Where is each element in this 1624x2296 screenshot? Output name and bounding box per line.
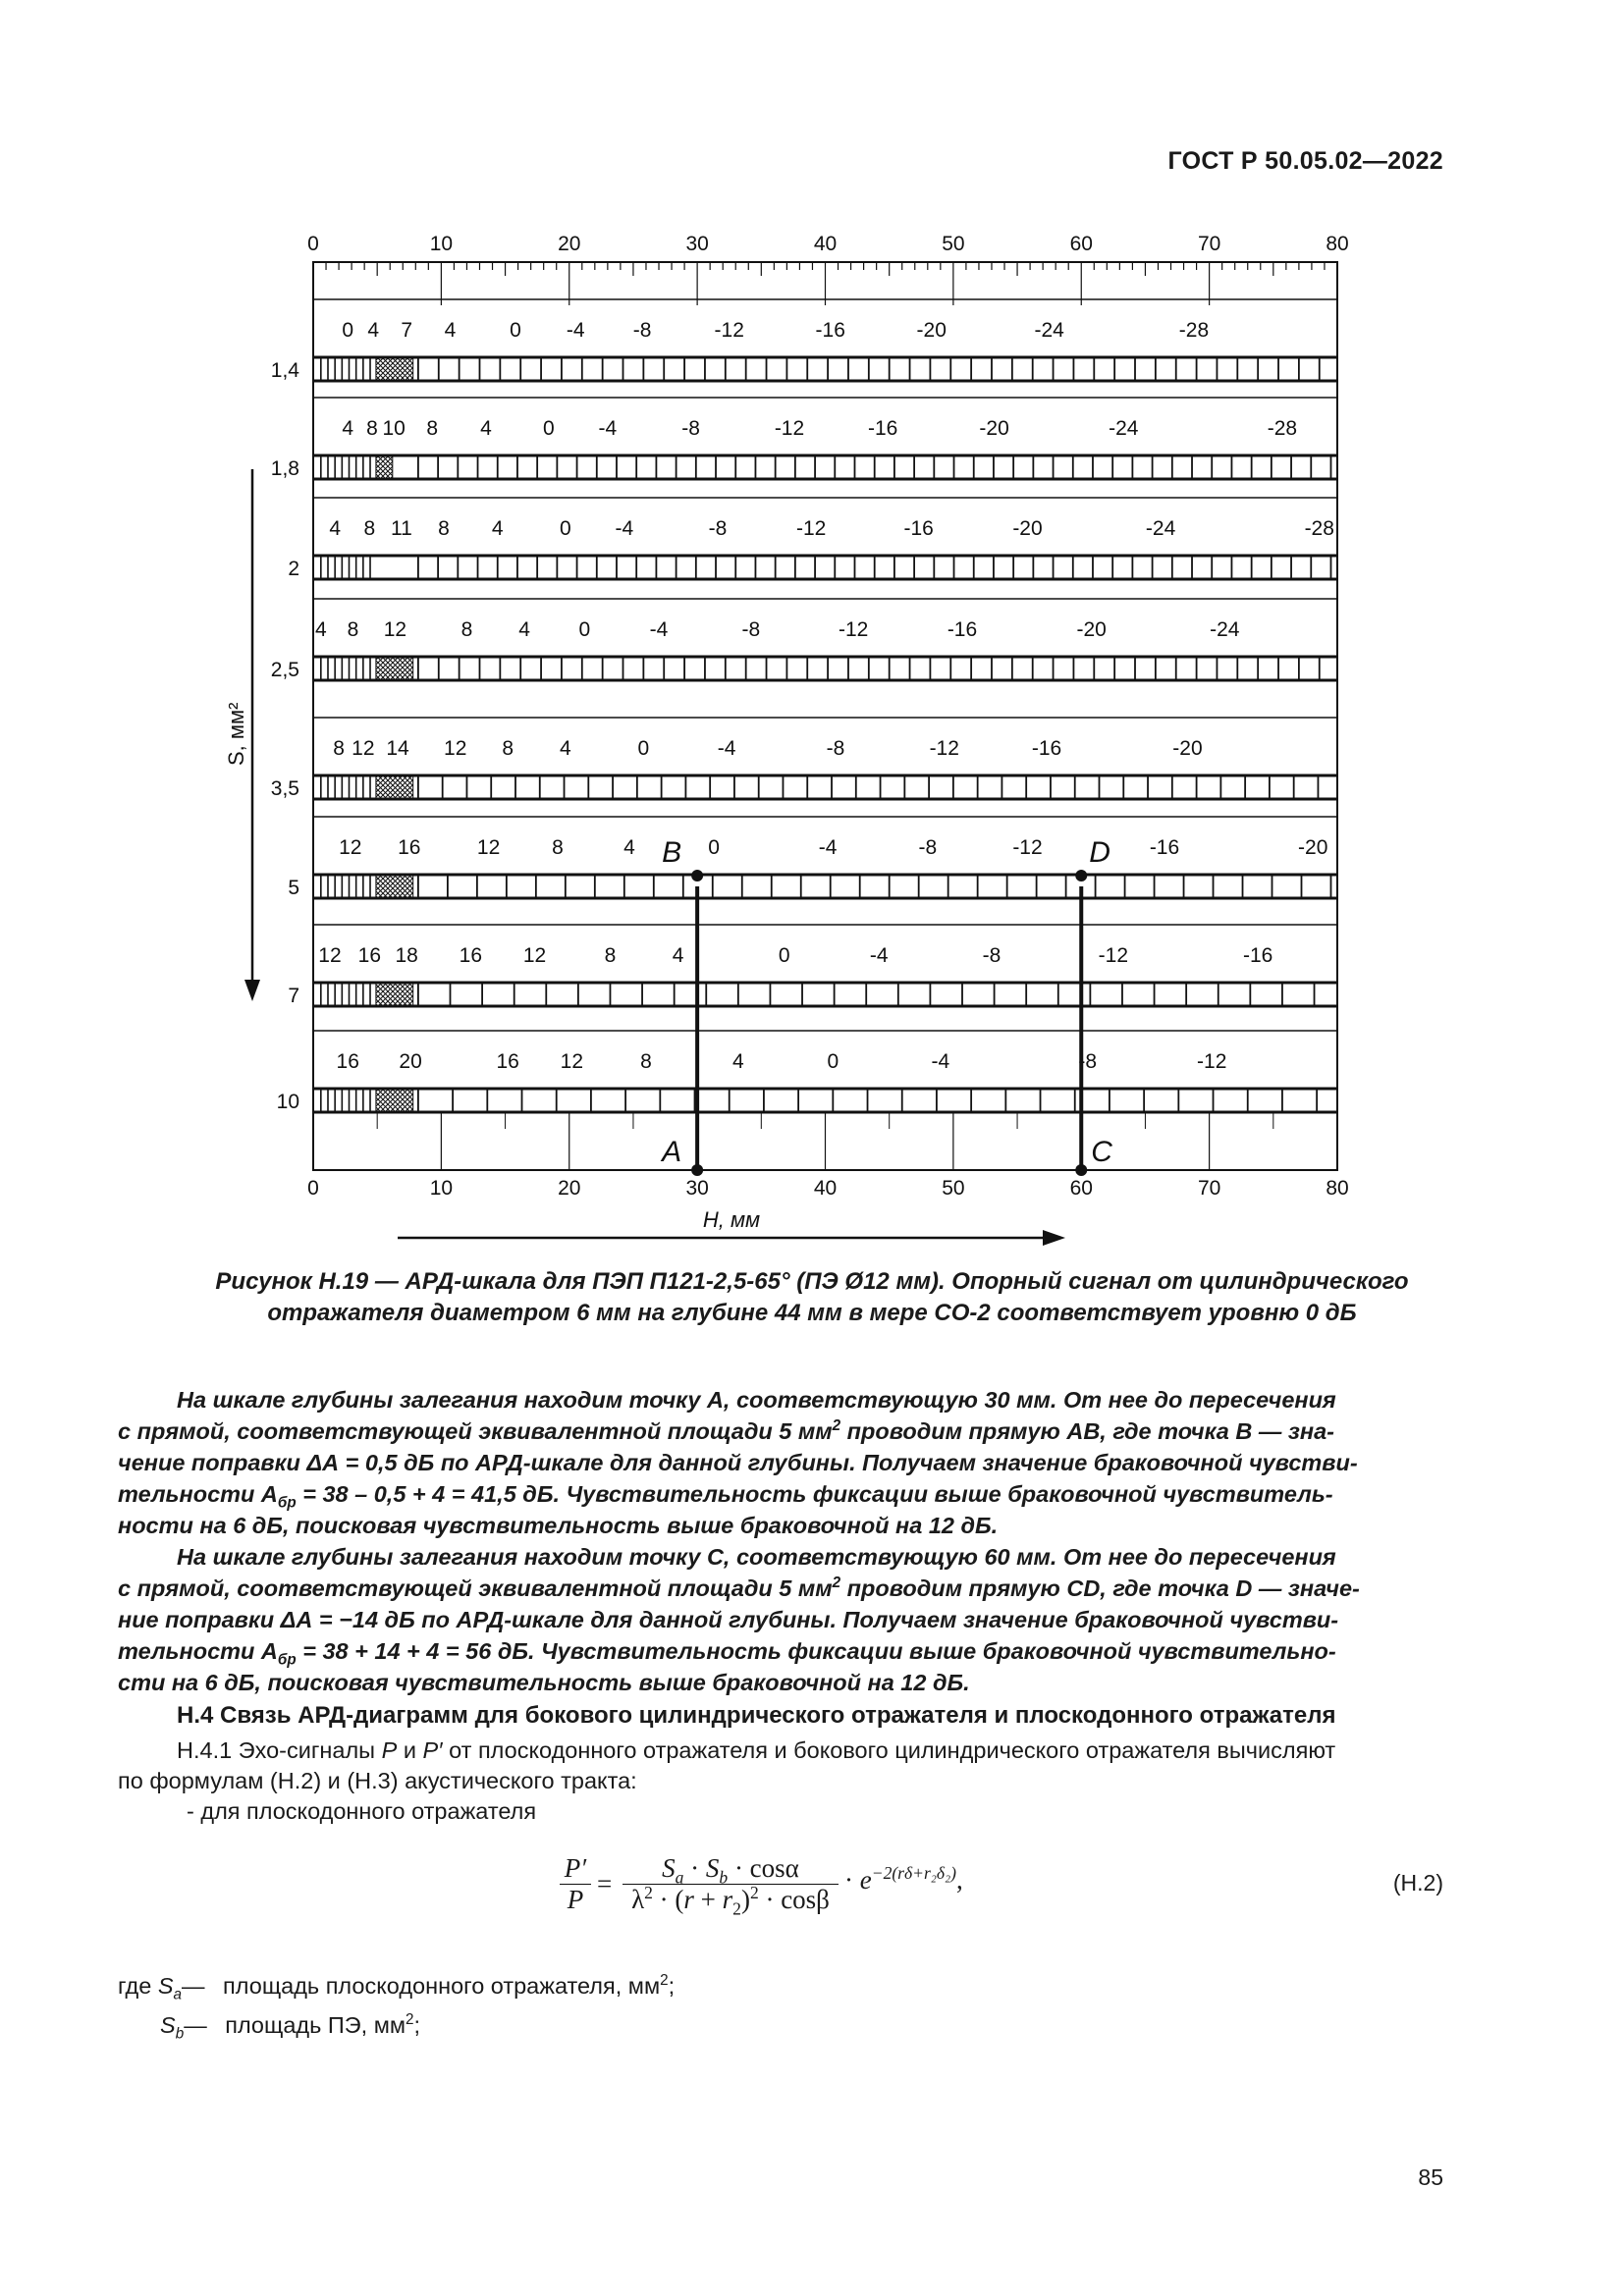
figure-caption	[118, 1266, 1506, 1329]
row-db-label: 4	[444, 319, 457, 342]
row-db-label: -4	[649, 618, 669, 641]
formula-numerator	[623, 1853, 839, 1888]
row-db-label: 0	[342, 319, 354, 342]
where-sb-dash: —	[184, 2012, 207, 2038]
row-db-label: -16	[1242, 944, 1273, 967]
den-r2: r	[722, 1885, 733, 1914]
row-s-label: 10	[276, 1091, 299, 1113]
row-db-label: 14	[386, 737, 409, 760]
para1-sup: 2	[832, 1417, 841, 1435]
row-db-label: -4	[717, 737, 736, 760]
point-d-label: D	[1089, 836, 1110, 869]
row-db-label: 11	[391, 517, 412, 540]
row-db-label: -12	[929, 737, 959, 760]
h41-line-2: по формулам (Н.2) и (Н.3) акустического тракта:	[118, 1768, 637, 1793]
row-db-label: 0	[559, 517, 571, 540]
h41-line-1b: от плоскодонного отражателя и бокового цилиндрического отражателя вычисляют	[442, 1737, 1336, 1763]
row-db-label: 0	[578, 618, 591, 641]
x-tick-label-bottom: 20	[558, 1177, 581, 1200]
h41-line-1a: Н.4.1 Эхо-сигналы	[177, 1737, 382, 1763]
formula-lhs-num: P′	[560, 1853, 591, 1885]
row-db-label: 4	[732, 1050, 744, 1073]
row-crosshatch	[376, 983, 413, 1006]
den-close: )	[740, 1885, 750, 1914]
row-db-label: 8	[460, 618, 473, 641]
row-db-label: 12	[318, 944, 342, 967]
den-plus: +	[693, 1885, 723, 1914]
row-db-label: 4	[623, 836, 635, 859]
symbol-p: P	[381, 1737, 398, 1763]
formula-h2	[560, 1845, 1031, 1934]
row-db-label: -28	[1178, 319, 1210, 342]
row-db-label: 4	[518, 618, 530, 641]
row-s-label: 1,4	[270, 359, 299, 382]
clause-h41	[118, 1735, 1443, 1827]
row-db-label: -12	[1012, 836, 1043, 859]
row-db-label: 4	[480, 417, 492, 440]
para1-line-2b: проводим прямую АВ, где точка В — зна-	[840, 1418, 1334, 1444]
where-prefix: где	[118, 1973, 158, 1999]
row-db-label: 7	[401, 319, 413, 342]
row-db-label: -8	[1078, 1050, 1098, 1073]
row-db-label: 0	[827, 1050, 839, 1073]
paragraph-ab	[118, 1384, 1443, 1541]
section-heading: Н.4 Связь АРД-диаграмм для бокового цилиндрического отражателя и плоскодонного отражателя	[177, 1702, 1336, 1729]
row-db-label: 0	[637, 737, 650, 760]
num-sa: S	[662, 1853, 676, 1883]
den-cos: · cosβ	[758, 1885, 830, 1914]
page-number: 85	[1418, 2164, 1443, 2190]
y-axis-label: S, мм²	[224, 702, 248, 766]
row-crosshatch	[376, 775, 413, 799]
where-sb	[160, 2011, 421, 2043]
row-db-label: -12	[1098, 944, 1129, 967]
row-db-label: -12	[795, 517, 827, 540]
exp-e: e	[859, 1865, 872, 1895]
row-db-label: -4	[566, 319, 585, 342]
row-db-label: 8	[438, 517, 450, 540]
para2-line-3: ние поправки ΔА = −14 дБ по АРД-шкале для данной глубины. Получаем значение браковочной чувстви-	[118, 1607, 1339, 1632]
num-sa-sub: a	[675, 1867, 684, 1888]
row-db-label: -4	[615, 517, 634, 540]
den-mid: · (	[652, 1885, 684, 1914]
x-tick-label-top: 40	[813, 233, 838, 255]
row-db-label: 12	[476, 836, 501, 859]
den-sq2: 2	[749, 1883, 759, 1902]
row-db-label: 8	[366, 417, 378, 440]
row-db-label: -20	[1076, 618, 1107, 641]
row-db-label: -28	[1304, 517, 1334, 540]
row-db-label: 4	[672, 944, 684, 967]
para2-line-1: На шкале глубины залегания находим точку С, соответствующую 60 мм. От нее до пересечения	[177, 1544, 1336, 1570]
formula-number: (Н.2)	[1392, 1870, 1443, 1896]
where-sa-text: площадь плоскодонного отражателя, мм	[223, 1973, 661, 1999]
where-sa-end: ;	[668, 1973, 676, 1999]
row-db-label: 20	[399, 1050, 422, 1073]
row-crosshatch	[376, 455, 393, 479]
row-crosshatch	[376, 1089, 413, 1112]
row-db-label: -8	[681, 417, 700, 440]
num-dot: ·	[683, 1853, 706, 1883]
x-tick-label-top: 70	[1197, 233, 1221, 255]
para1-line-5: ности на 6 дБ, поисковая чувствительность выше браковочной на 12 дБ.	[118, 1513, 999, 1538]
x-tick-label-bottom: 80	[1326, 1177, 1349, 1200]
para2-sub: бр	[277, 1651, 297, 1669]
row-db-label: -20	[1172, 737, 1203, 760]
formula-eq: =	[597, 1869, 613, 1898]
row-db-label: 12	[352, 737, 375, 760]
where-sa-sup: 2	[660, 1972, 669, 1990]
row-db-label: 8	[640, 1050, 652, 1073]
row-s-label: 2,5	[270, 659, 299, 681]
row-db-label: 16	[459, 944, 483, 967]
exp-comma: ,	[955, 1865, 963, 1895]
x-tick-label-top: 80	[1326, 233, 1349, 255]
para2-line-4b: = 38 + 14 + 4 = 56 дБ. Чувствительность фиксации выше браковочной чувствительно-	[296, 1638, 1336, 1664]
row-db-label: -28	[1267, 417, 1298, 440]
row-db-label: 12	[339, 836, 362, 859]
row-db-label: 16	[398, 836, 421, 859]
para2-line-5: сти на 6 дБ, поисковая чувствительность выше браковочной на 12 дБ.	[118, 1670, 970, 1695]
row-db-label: 12	[444, 737, 467, 760]
para2-line-4a: тельности А	[118, 1638, 278, 1664]
where-sa-dash: —	[182, 1973, 205, 1999]
where-sb-end: ;	[413, 2012, 421, 2038]
row-s-label: 2	[288, 558, 299, 580]
paragraph-cd	[118, 1541, 1443, 1698]
x-tick-label-top: 0	[307, 233, 319, 255]
row-db-label: 0	[510, 319, 521, 342]
h41-line-3: - для плоскодонного отражателя	[187, 1798, 537, 1824]
row-db-label: -4	[931, 1050, 950, 1073]
row-db-label: 16	[357, 944, 382, 967]
row-db-label: -8	[982, 944, 1001, 967]
row-db-label: -24	[1109, 417, 1139, 440]
row-db-label: -16	[1031, 737, 1062, 760]
x-tick-label-bottom: 70	[1197, 1177, 1221, 1200]
row-db-label: 0	[708, 836, 720, 859]
point-b-dot	[691, 870, 703, 881]
x-tick-label-top: 10	[429, 233, 454, 255]
num-sb-sub: b	[719, 1867, 729, 1888]
row-s-label: 1,8	[270, 457, 299, 480]
para1-line-3: чение поправки ΔА = 0,5 дБ по АРД-шкале для данной глубины. Получаем значение браковочной чувстви-	[118, 1450, 1358, 1475]
para1-line-2a: с прямой, соответствующей эквивалентной площади 5 мм	[118, 1418, 833, 1444]
row-db-label: -8	[708, 517, 728, 540]
where-sb-sub: b	[175, 2025, 185, 2043]
y-axis-arrowhead	[244, 980, 260, 1001]
row-db-label: -16	[1149, 836, 1180, 859]
row-db-label: 8	[426, 417, 439, 440]
row-db-label: -24	[1145, 517, 1176, 540]
x-tick-label-top: 30	[685, 233, 709, 255]
row-db-label: 4	[342, 417, 354, 440]
x-tick-label-bottom: 10	[429, 1177, 454, 1200]
formula-denominator	[623, 1883, 839, 1919]
where-sa-sub: a	[173, 1986, 183, 2003]
row-db-label: 4	[367, 319, 380, 342]
row-db-label: -12	[774, 417, 805, 440]
den-r: r	[683, 1885, 694, 1914]
row-db-label: -8	[918, 836, 938, 859]
point-a-label: A	[662, 1136, 682, 1168]
row-db-label: -8	[741, 618, 761, 641]
x-tick-label-top: 50	[942, 233, 965, 255]
row-db-label: 10	[382, 417, 406, 440]
row-db-label: -16	[947, 618, 978, 641]
row-db-label: 4	[329, 517, 342, 540]
row-db-label: 16	[336, 1050, 359, 1073]
row-db-label: -20	[1012, 517, 1043, 540]
para1-line-1: На шкале глубины залегания находим точку А, соответствующую 30 мм. От нее до пересечения	[177, 1387, 1336, 1413]
x-tick-label-bottom: 40	[813, 1177, 838, 1200]
row-s-label: 7	[288, 985, 299, 1007]
row-db-label: -8	[826, 737, 845, 760]
row-crosshatch	[376, 875, 413, 898]
caption-line-2: отражателя диаметром 6 мм на глубине 44 мм в мере СО-2 соответствует уровню 0 дБ	[267, 1300, 1357, 1326]
row-db-label: 4	[559, 737, 571, 760]
caption-line-1: Рисунок Н.19 — АРД-шкала для ПЭП П121-2,5-65° (ПЭ Ø12 мм). Опорный сигнал от цилиндрического	[215, 1268, 1409, 1295]
formula-lhs-den: P	[567, 1885, 584, 1914]
point-c-label: C	[1091, 1136, 1112, 1168]
exp-dot: ·	[844, 1865, 860, 1895]
point-c-dot	[1075, 1164, 1087, 1176]
row-db-label: -16	[815, 319, 845, 342]
row-db-label: 18	[395, 944, 418, 967]
para2-sup: 2	[832, 1575, 841, 1592]
row-db-label: 8	[502, 737, 514, 760]
para1-line-4a: тельности А	[118, 1481, 278, 1507]
x-tick-label-top: 20	[558, 233, 581, 255]
row-crosshatch	[376, 357, 413, 381]
where-sa-symbol: S	[157, 1973, 174, 1999]
x-tick-label-bottom: 30	[685, 1177, 709, 1200]
row-db-label: 0	[543, 417, 555, 440]
point-d-dot	[1075, 870, 1087, 881]
para1-sub: бр	[277, 1494, 297, 1512]
row-db-label: -20	[1298, 836, 1328, 859]
row-db-label: 4	[314, 618, 327, 641]
h41-and: и	[397, 1737, 423, 1763]
row-s-label: 3,5	[270, 777, 299, 800]
row-db-label: 8	[604, 944, 617, 967]
exp-sup: −2(rδ+r₂δ₂)	[871, 1863, 956, 1883]
row-db-label: 0	[778, 944, 790, 967]
row-db-label: -8	[632, 319, 652, 342]
point-a-dot	[691, 1164, 703, 1176]
where-sb-text: площадь ПЭ, мм	[225, 2012, 406, 2038]
row-db-label: -12	[1197, 1050, 1227, 1073]
row-db-label: 12	[560, 1050, 584, 1073]
row-s-label: 5	[288, 877, 299, 899]
x-axis-label: H, мм	[702, 1207, 761, 1232]
row-db-label: 8	[552, 836, 564, 859]
row-db-label: 12	[383, 618, 407, 641]
den-r2-sub: 2	[732, 1898, 741, 1919]
row-crosshatch	[376, 657, 413, 680]
formula-exponential	[844, 1865, 963, 1896]
row-db-label: -20	[916, 319, 947, 342]
row-db-label: 16	[496, 1050, 519, 1073]
row-db-label: -4	[869, 944, 889, 967]
num-rest: · cosα	[728, 1853, 799, 1883]
row-db-label: 8	[363, 517, 376, 540]
para1-line-4b: = 38 – 0,5 + 4 = 41,5 дБ. Чувствительность фиксации выше браковочной чувствитель-	[296, 1481, 1333, 1507]
row-db-label: -24	[1034, 319, 1064, 342]
x-tick-label-top: 60	[1069, 233, 1093, 255]
x-tick-label-bottom: 50	[942, 1177, 965, 1200]
para2-line-2b: проводим прямую CD, где точка D — значе-	[840, 1575, 1360, 1601]
row-db-label: -24	[1210, 618, 1240, 641]
para2-line-2a: с прямой, соответствующей эквивалентной площади 5 мм	[118, 1575, 833, 1601]
where-sb-symbol: S	[160, 2012, 176, 2038]
row-db-label: -16	[867, 417, 898, 440]
where-sa	[118, 1972, 676, 2003]
row-db-label: 12	[522, 944, 547, 967]
num-sb: S	[705, 1853, 720, 1883]
row-db-label: 8	[347, 618, 359, 641]
row-db-label: 4	[491, 517, 504, 540]
den-sq: 2	[644, 1883, 653, 1902]
x-axis-arrowhead	[1043, 1230, 1065, 1246]
row-db-label: -4	[598, 417, 618, 440]
den-lambda: λ	[631, 1885, 645, 1914]
where-sb-sup: 2	[406, 2011, 414, 2029]
document-code: ГОСТ Р 50.05.02—2022	[1167, 147, 1443, 175]
row-db-label: -20	[979, 417, 1009, 440]
x-tick-label-bottom: 60	[1069, 1177, 1093, 1200]
row-db-label: -16	[903, 517, 934, 540]
row-db-label: -12	[839, 618, 869, 641]
row-db-label: 8	[333, 737, 345, 760]
symbol-p-prime: P′	[422, 1737, 443, 1763]
point-b-label: B	[662, 836, 682, 869]
row-db-label: -4	[818, 836, 838, 859]
x-tick-label-bottom: 0	[307, 1177, 319, 1200]
row-db-label: -12	[714, 319, 744, 342]
